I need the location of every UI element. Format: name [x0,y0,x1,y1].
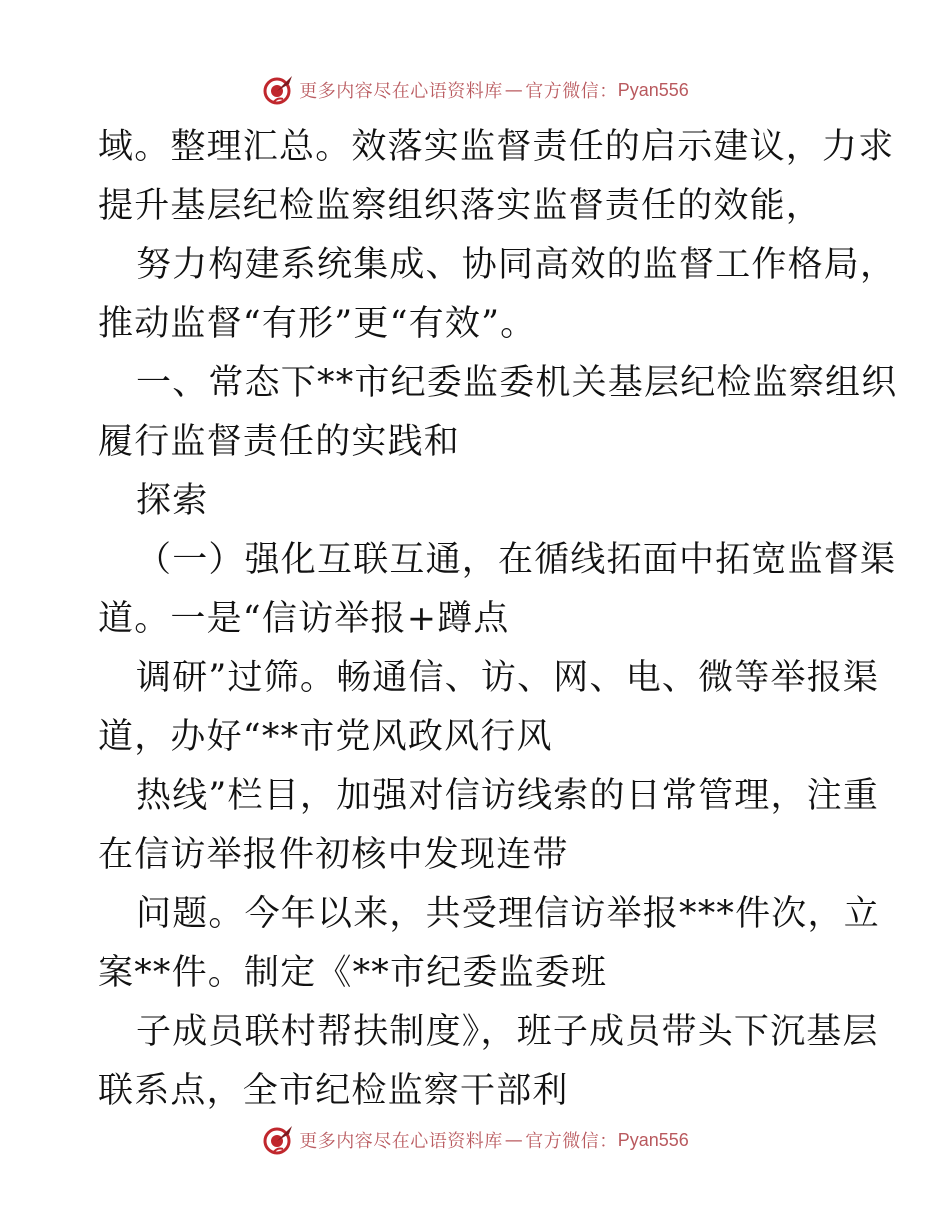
watermark-text: 更多内容尽在心语资料库 [299,81,503,102]
text-line: 案**件。制定《**市纪委监委班 [98,953,608,993]
watermark-label: 官方微信： [525,81,618,102]
watermark-text: 更多内容尽在心语资料库 [299,1131,503,1152]
quill-pen-circle-icon [261,1123,295,1157]
text-line: 子成员联村帮扶制度》，班子成员带头下沉基层 [136,1012,879,1052]
header-watermark [0,72,950,108]
section-heading-line: 一、常态下**市纪委监委机关基层纪检监察组织 [136,363,898,403]
text-line: 热线”栏目，加强对信访线索的日常管理，注重 [136,776,880,816]
watermark-handle: Pyan556 [617,1129,689,1150]
text-line: 调研”过筛。畅通信、访、网、电、微等举报渠 [136,658,880,698]
text-line: 努力构建系统集成、协同高效的监督工作格局， [136,245,897,285]
footer-watermark [0,1122,950,1158]
text-line: 推动监督“有形”更“有效”。 [98,304,537,344]
text-line: 道。一是“信访举报+蹲点 [98,599,510,639]
text-line: 在信访举报件初核中发现连带 [98,835,569,875]
section-heading-line: 探索 [136,481,209,521]
text-line: 域。整理汇总。效落实监督责任的启示建议，力求 [98,127,895,167]
text-line: 问题。今年以来，共受理信访举报***件次，立 [136,894,880,934]
quill-pen-circle-icon [261,73,295,107]
watermark-dash: — [504,79,524,101]
watermark-handle: Pyan556 [617,79,689,100]
text-line: 联系点，全市纪检监察干部利 [98,1071,569,1111]
text-line: 道，办好“**市党风政风行风 [98,717,553,757]
watermark-dash: — [504,1129,524,1151]
text-line: 提升基层纪检监察组织落实监督责任的效能， [98,186,823,226]
subsection-heading-line: （一）强化互联互通，在循线拓面中拓宽监督渠 [136,540,897,580]
document-body [98,124,898,1127]
watermark-label: 官方微信： [525,1131,618,1152]
section-heading-line: 履行监督责任的实践和 [98,422,461,462]
